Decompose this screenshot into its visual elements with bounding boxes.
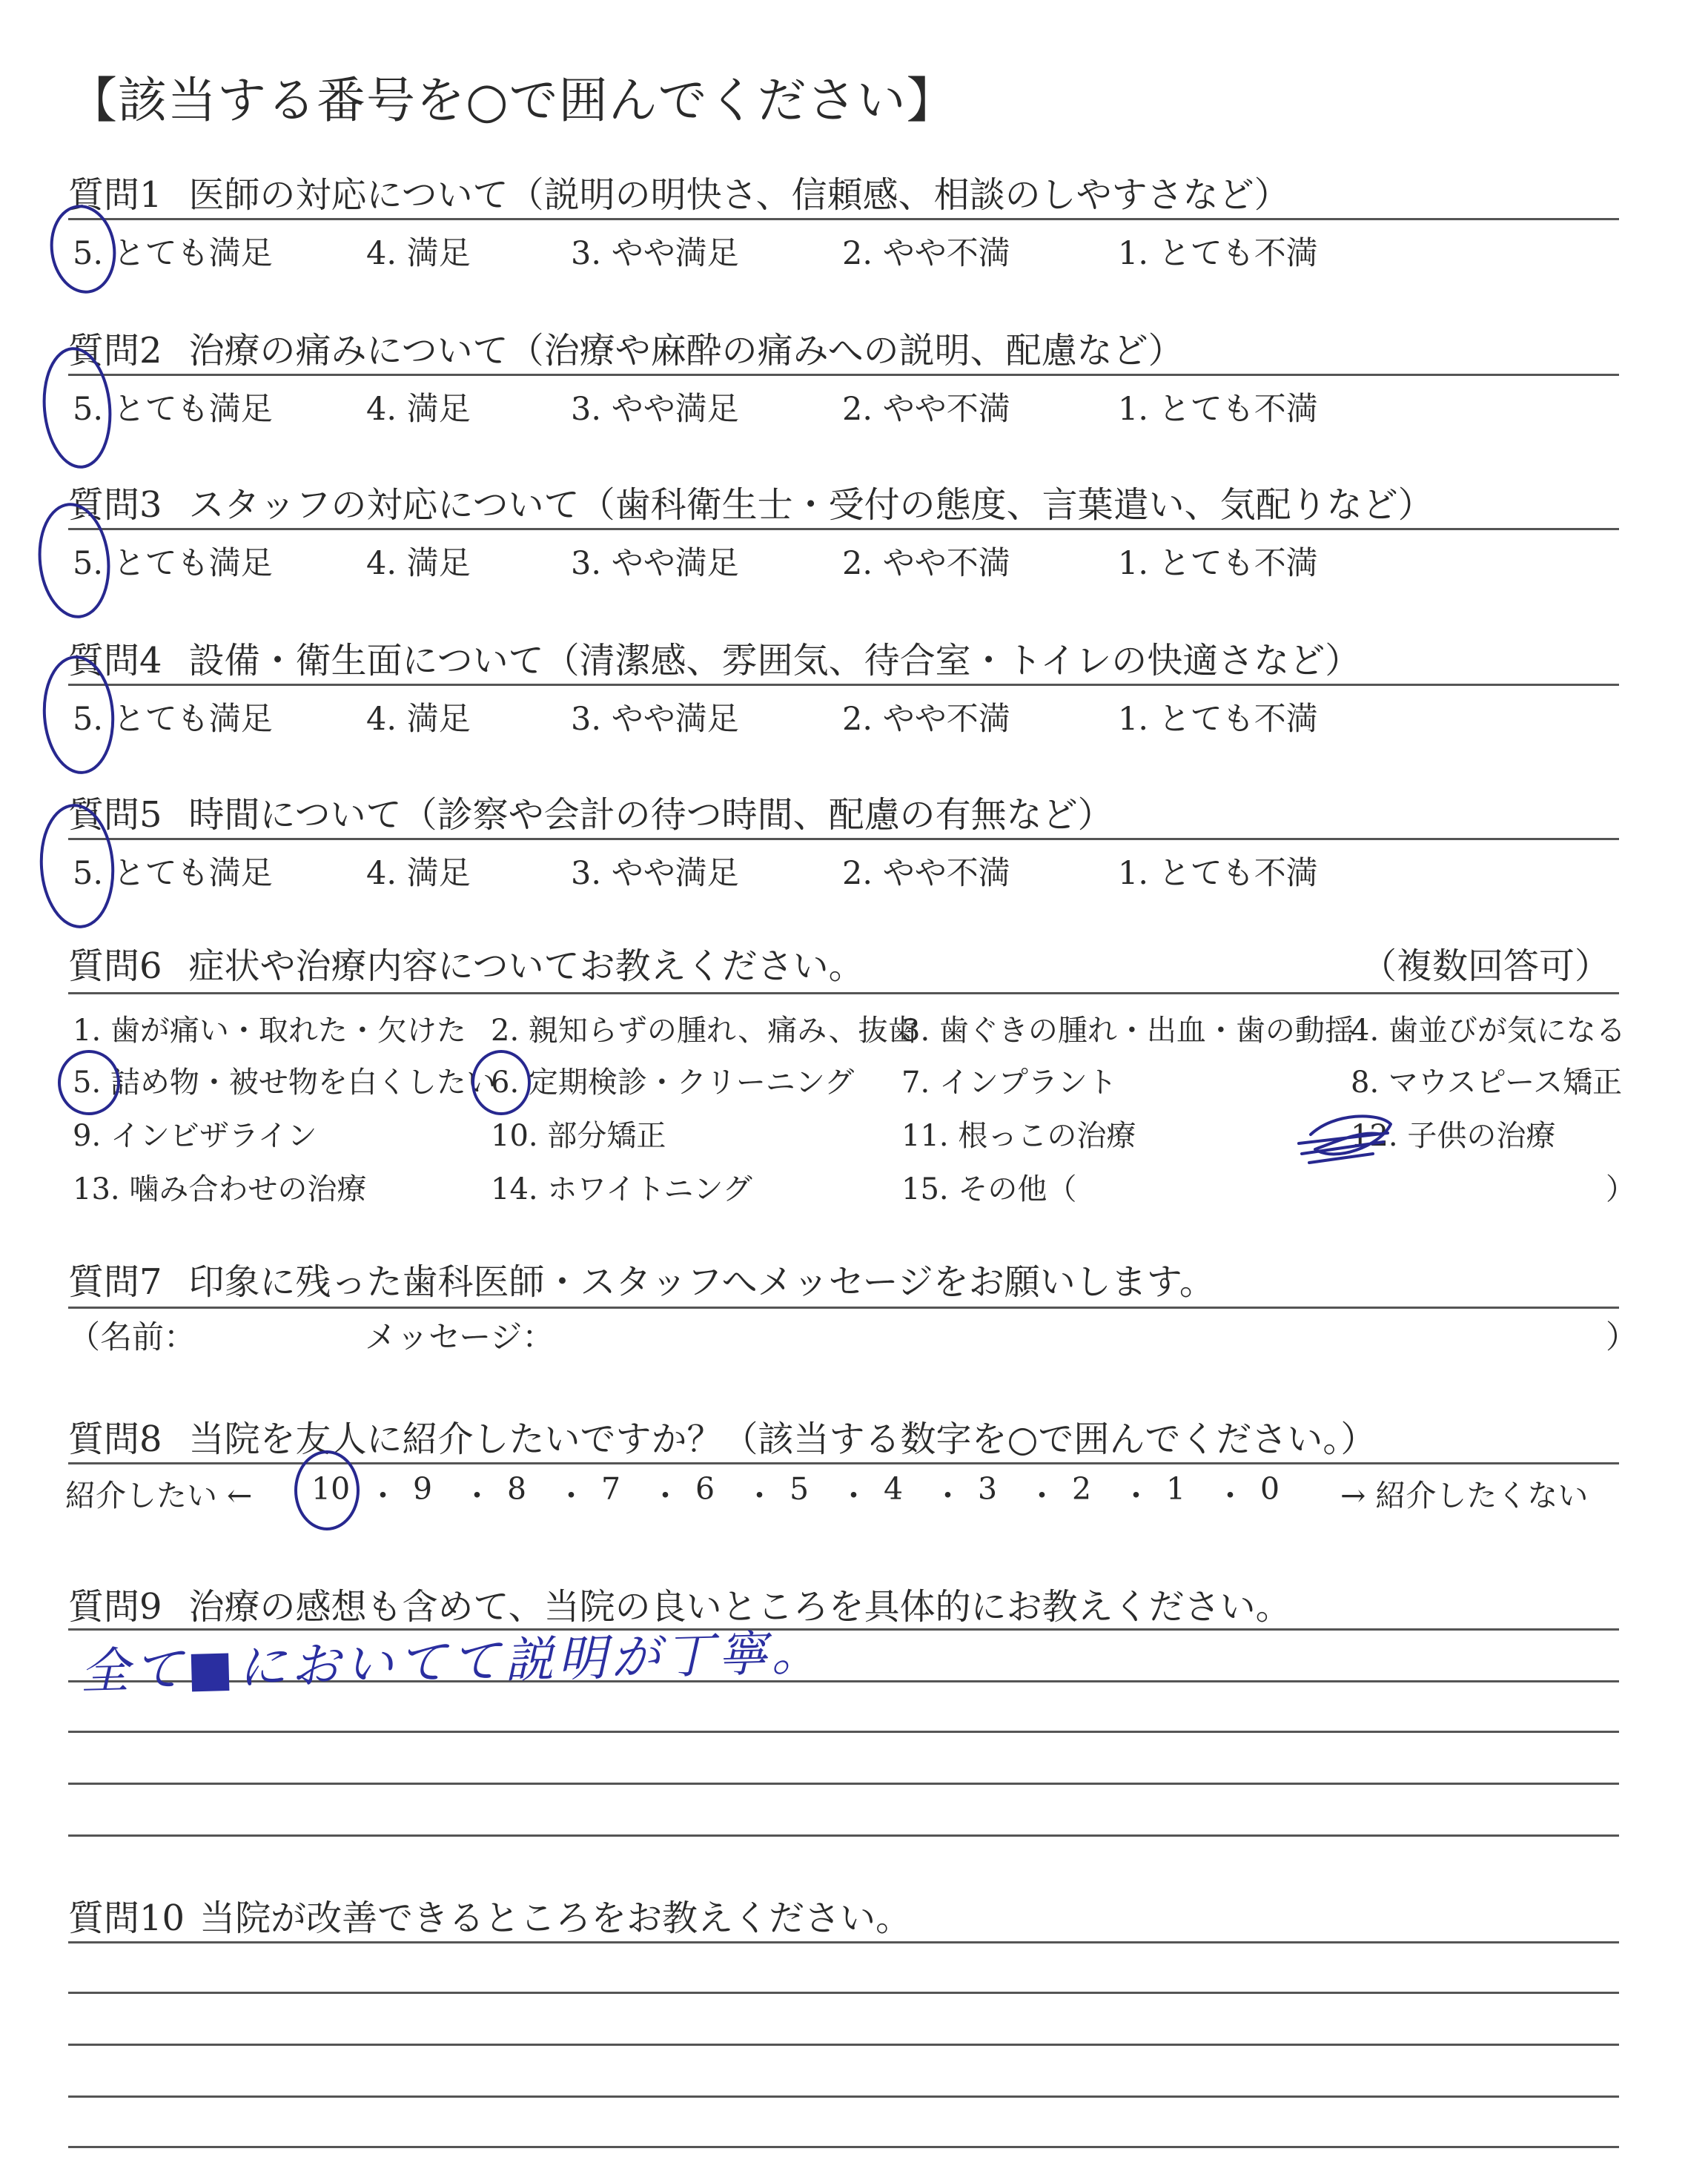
q6-option-2[interactable]: 2. 親知らずの腫れ、痛み、抜歯 <box>491 1014 918 1048</box>
q6-title <box>68 937 864 988</box>
q2-text: 治療の痛みについて（治療や麻酔の痛みへの説明、配慮など） <box>188 330 1184 371</box>
q8-scale-10[interactable]: 10 <box>311 1471 351 1507</box>
q1-option-2[interactable]: 2. やや不満 <box>842 235 1010 272</box>
q8-scale-3[interactable]: 3 <box>978 1471 998 1507</box>
q9-text: 治療の感想も含めて、当院の良いところを具体的にお教えください。 <box>188 1586 1291 1628</box>
q6-option-13[interactable]: 13. 噛み合わせの治療 <box>73 1172 367 1206</box>
q8-scale-5[interactable]: 5 <box>790 1471 810 1507</box>
q3-option-2[interactable]: 2. やや不満 <box>842 545 1010 582</box>
q8-scale-8[interactable]: 8 <box>507 1471 527 1507</box>
q6-text: 症状や治療内容についてお教えください。 <box>188 945 864 987</box>
q6-option-12[interactable]: 12. 子供の治療 <box>1351 1119 1556 1153</box>
q5-option-4[interactable]: 4. 満足 <box>366 855 471 892</box>
q8-scale-separator: ・ <box>1027 1478 1057 1513</box>
q6-option-3[interactable]: 3. 歯ぐきの腫れ・出血・歯の動揺 <box>901 1014 1354 1048</box>
q8-scale-6[interactable]: 6 <box>695 1471 715 1507</box>
q5-text: 時間について（診察や会計の待つ時間、配慮の有無など） <box>188 794 1113 836</box>
q4-option-2[interactable]: 2. やや不満 <box>842 701 1010 738</box>
q8-text: 当院を友人に紹介したいですか？（該当する数字を○で囲んでください。） <box>188 1418 1377 1460</box>
q9-label: 質問9 <box>68 1586 162 1628</box>
q10-text: 当院が改善できるところをお教えください。 <box>199 1898 912 1939</box>
q2-option-2[interactable]: 2. やや不満 <box>842 391 1010 428</box>
q7-text: 印象に残った歯科医師・スタッフへメッセージをお願いします。 <box>188 1261 1215 1303</box>
q4-title <box>68 632 1360 683</box>
q1-option-1[interactable]: 1. とても不満 <box>1118 235 1318 272</box>
q8-scale-1[interactable]: 1 <box>1166 1471 1186 1507</box>
q8-label: 質問8 <box>68 1418 162 1460</box>
q6-option-9[interactable]: 9. インビザライン <box>73 1119 317 1153</box>
q3-label: 質問3 <box>68 484 162 526</box>
q4-underline <box>68 684 1619 686</box>
q1-label: 質問1 <box>68 174 162 216</box>
q3-title <box>68 476 1434 527</box>
q1-text: 医師の対応について（説明の明快さ、信頼感、相談のしやすさなど） <box>188 174 1290 216</box>
q3-option-5[interactable]: 5. とても満足 <box>73 545 273 582</box>
q8-left-label: 紹介したい ← <box>65 1478 253 1513</box>
q10-line-1 <box>68 1941 1619 1943</box>
q8-underline <box>68 1462 1619 1464</box>
q6-option-8[interactable]: 8. マウスピース矯正 <box>1351 1066 1623 1100</box>
q9-line-4 <box>68 1783 1619 1785</box>
q1-underline <box>68 218 1619 220</box>
q7-name-label: （名前： <box>68 1319 196 1356</box>
q8-scale-separator: ・ <box>650 1478 681 1513</box>
q1-option-3[interactable]: 3. やや満足 <box>571 235 739 272</box>
q8-scale-separator: ・ <box>368 1478 398 1513</box>
q7-close: ） <box>1606 1319 1638 1356</box>
q3-option-3[interactable]: 3. やや満足 <box>571 545 739 582</box>
q3-underline <box>68 528 1619 530</box>
q9-line-5 <box>68 1834 1619 1837</box>
q4-option-3[interactable]: 3. やや満足 <box>571 701 739 738</box>
q6-underline <box>68 992 1619 994</box>
q8-scale-separator: ・ <box>1215 1478 1245 1513</box>
q10-line-4 <box>68 2095 1619 2098</box>
q3-option-1[interactable]: 1. とても不満 <box>1118 545 1318 582</box>
q6-other-close: ） <box>1606 1172 1635 1206</box>
q2-option-1[interactable]: 1. とても不満 <box>1118 391 1318 428</box>
q2-title <box>68 322 1184 373</box>
q5-label: 質問5 <box>68 794 162 836</box>
q8-scale-7[interactable]: 7 <box>601 1471 621 1507</box>
q6-option-5[interactable]: 5. 詰め物・被せ物を白くしたい <box>73 1066 496 1100</box>
q8-scale-separator: ・ <box>556 1478 586 1513</box>
q8-scale-separator: ・ <box>838 1478 869 1513</box>
q1-title <box>68 166 1290 217</box>
q10-label: 質問10 <box>68 1898 185 1939</box>
q10-line-2 <box>68 1992 1619 1994</box>
q6-label: 質問6 <box>68 945 162 987</box>
q9-handwritten-answer: 全て■においてて説明が丁寧。 <box>79 1623 826 1701</box>
q5-underline <box>68 838 1619 840</box>
q6-option-11[interactable]: 11. 根っこの治療 <box>901 1119 1136 1153</box>
q10-line-3 <box>68 2044 1619 2046</box>
q5-option-3[interactable]: 3. やや満足 <box>571 855 739 892</box>
q2-option-5[interactable]: 5. とても満足 <box>73 391 273 428</box>
q5-title <box>68 786 1113 837</box>
q8-scale-0[interactable]: 0 <box>1260 1471 1280 1507</box>
q8-scale-9[interactable]: 9 <box>413 1471 433 1507</box>
q2-underline <box>68 374 1619 376</box>
q6-option-14[interactable]: 14. ホワイトニング <box>491 1172 752 1206</box>
q4-text: 設備・衛生面について（清潔感、雰囲気、待合室・トイレの快適さなど） <box>188 640 1361 681</box>
q1-option-5[interactable]: 5. とても満足 <box>73 235 273 272</box>
q3-text: スタッフの対応について（歯科衛生士・受付の態度、言葉遣い、気配りなど） <box>188 484 1434 526</box>
q6-option-10[interactable]: 10. 部分矯正 <box>491 1119 666 1153</box>
page-title: 【該当する番号を○で囲んでください】 <box>68 72 956 129</box>
q2-option-4[interactable]: 4. 満足 <box>366 391 471 428</box>
q1-option-4[interactable]: 4. 満足 <box>366 235 471 272</box>
q8-title <box>68 1410 1376 1462</box>
q10-title <box>68 1889 911 1941</box>
q7-underline <box>68 1307 1619 1309</box>
q6-option-7[interactable]: 7. インプラント <box>901 1066 1117 1100</box>
q5-option-2[interactable]: 2. やや不満 <box>842 855 1010 892</box>
q4-option-4[interactable]: 4. 満足 <box>366 701 471 738</box>
q8-scale-separator: ・ <box>744 1478 775 1513</box>
q6-option-1[interactable]: 1. 歯が痛い・取れた・欠けた <box>73 1014 466 1048</box>
q7-title <box>68 1253 1215 1304</box>
q2-option-3[interactable]: 3. やや満足 <box>571 391 739 428</box>
q4-label: 質問4 <box>68 640 162 681</box>
q5-option-5[interactable]: 5. とても満足 <box>73 855 273 892</box>
q9-line-3 <box>68 1731 1619 1733</box>
q7-label: 質問7 <box>68 1261 162 1303</box>
q6-note: （複数回答可） <box>1361 945 1611 987</box>
q4-option-5[interactable]: 5. とても満足 <box>73 701 273 738</box>
q7-message-label: メッセージ： <box>365 1319 555 1356</box>
q8-scale-separator: ・ <box>1121 1478 1151 1513</box>
q10-line-5 <box>68 2146 1619 2148</box>
q3-option-4[interactable]: 4. 満足 <box>366 545 471 582</box>
q4-option-1[interactable]: 1. とても不満 <box>1118 701 1318 738</box>
q8-scale-separator: ・ <box>462 1478 492 1513</box>
q6-option-6[interactable]: 6. 定期検診・クリーニング <box>491 1066 855 1100</box>
q5-option-1[interactable]: 1. とても不満 <box>1118 855 1318 892</box>
q2-label: 質問2 <box>68 330 162 371</box>
q8-scale-4[interactable]: 4 <box>884 1471 904 1507</box>
q8-scale-2[interactable]: 2 <box>1072 1471 1092 1507</box>
q6-option-4[interactable]: 4. 歯並びが気になる <box>1351 1014 1626 1048</box>
q6-option-15[interactable]: 15. その他（ <box>901 1172 1077 1206</box>
q8-right-label: → 紹介したくない <box>1340 1478 1589 1513</box>
q8-scale-separator: ・ <box>933 1478 963 1513</box>
